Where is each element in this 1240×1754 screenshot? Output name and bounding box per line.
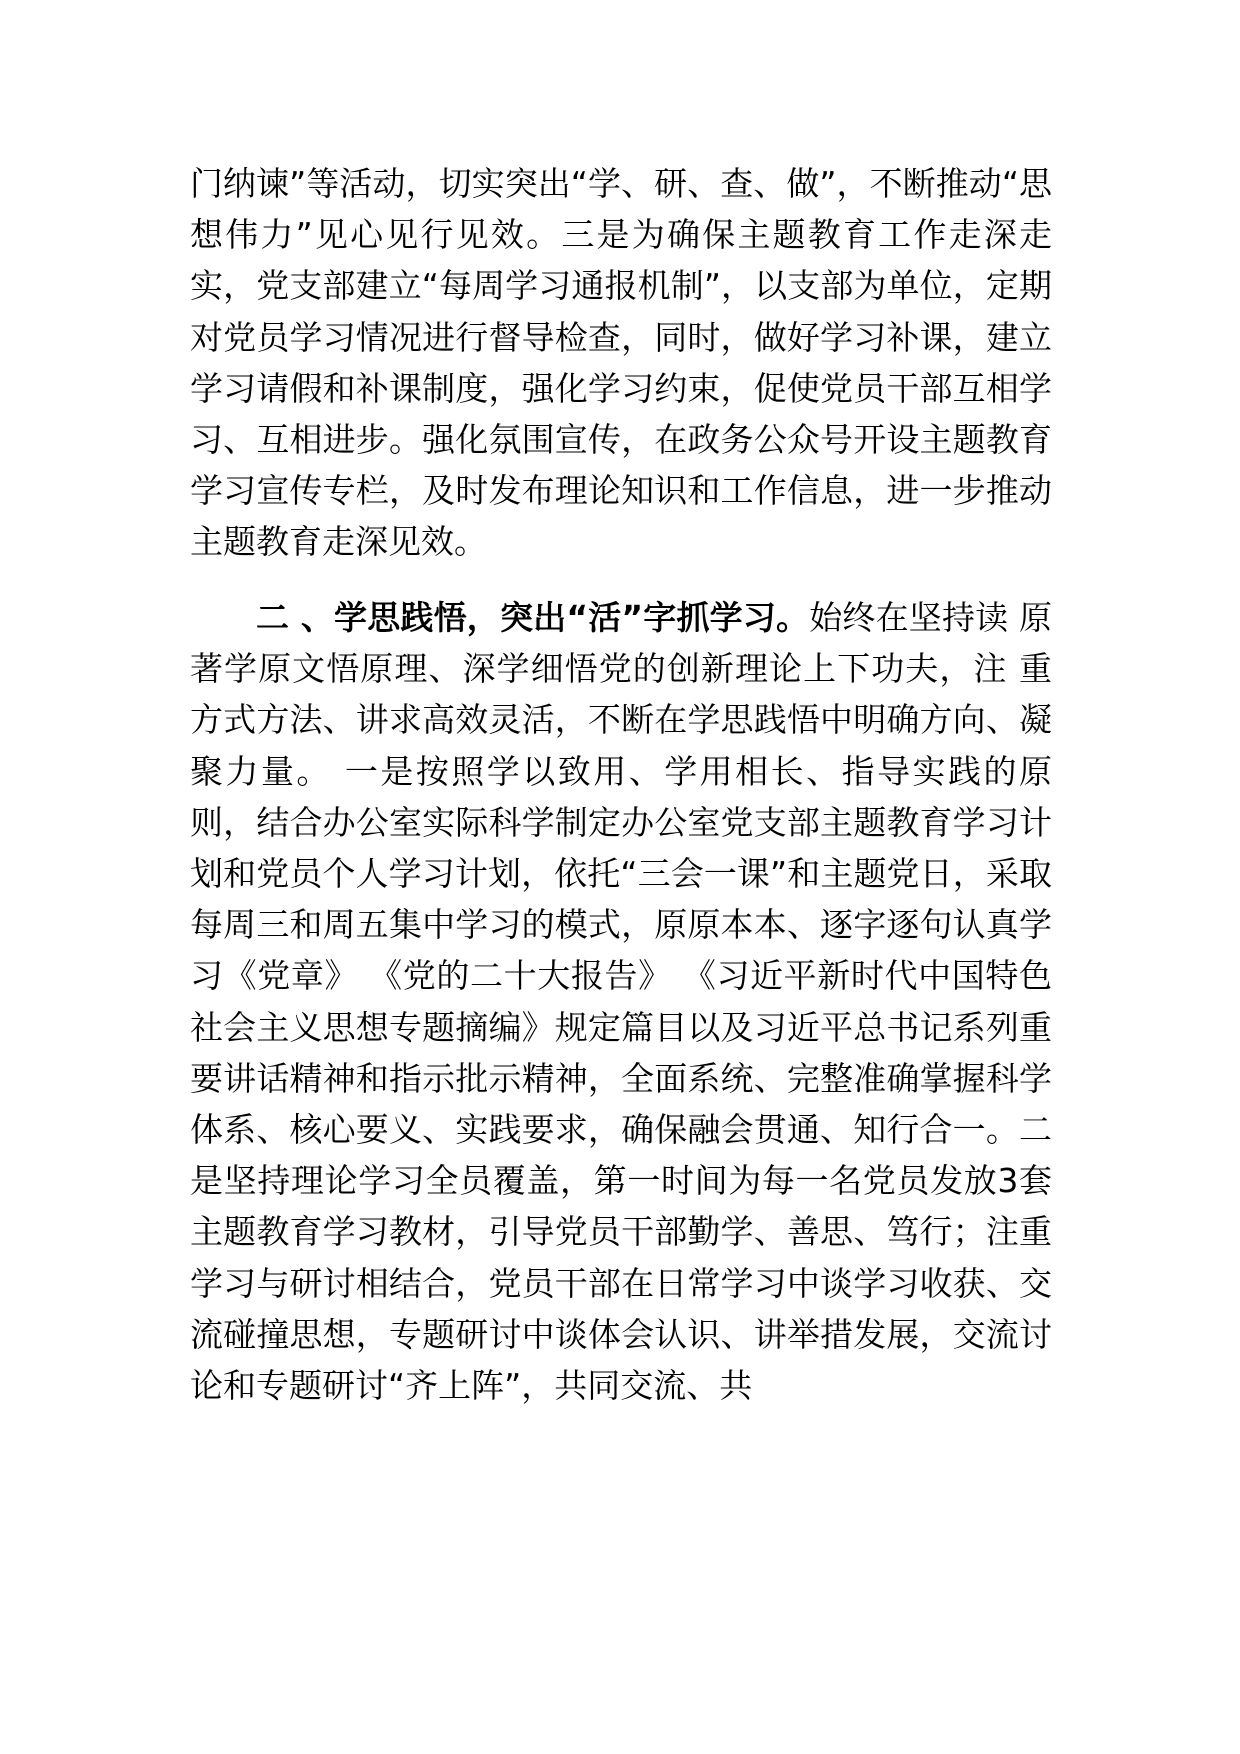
section-heading: 二 、学思践悟，突出“活”字抓学习。 [256, 598, 810, 637]
body-paragraph-1 [190, 158, 1052, 568]
body-paragraph-2 [190, 592, 1052, 1411]
paragraph-1-text: 门纳谏”等活动，切实突出“学、研、查、做”，不断推动“思想伟力”见心见行见效。三是为确保主题教育工作走深走实，党支部建立“每周学习通报机制”，以支部为单位，定期对党员学习情况进行督导检查，同时，做好学习补课，建立学习请假和补课制度，强化学习约束，促使党员干部互相学习、互相进步。强化氛围宣传，在政务公众号开设主题教育学习宣传专栏，及时发布理论知识和工作信息，进一步推动主题教育走深见效。 [190, 164, 1052, 562]
paragraph-2-text: 始终在坚持读 原著学原文悟原理、深学细悟党的创新理论上下功夫，注 重方式方法、讲求高效灵活，不断在学思践悟中明确方向、凝聚力量。 一是按照学以致用、学用相长、指导实践的原则，结合办公室实际科学制定办公室党支部主题教育学习计划和党员个人学习计划，依托“三会一课”和主题党日，采取每周三和周五集中学习的模式，原原本本、逐字逐句认真学习《党章》 《党的二十大报告》 《习近平新时代中国特色社会主义思想专题摘编》规定篇目以及习近平总书记系列重要讲话精神和指示批示精神，全面系统、完整准确掌握科学体系、核心要义、实践要求，确保融会贯通、知行合一。二是坚持理论学习全员覆盖，第一时间为每一名党员发放3套主题教育学习教材，引导党员干部勤学、善思、笃行；注重学习与研讨相结合，党员干部在日常学习中谈学习收获、交流碰撞思想，专题研讨中谈体会认识、讲举措发展，交流讨论和专题研讨“齐上阵”，共同交流、共 [190, 598, 1052, 1406]
